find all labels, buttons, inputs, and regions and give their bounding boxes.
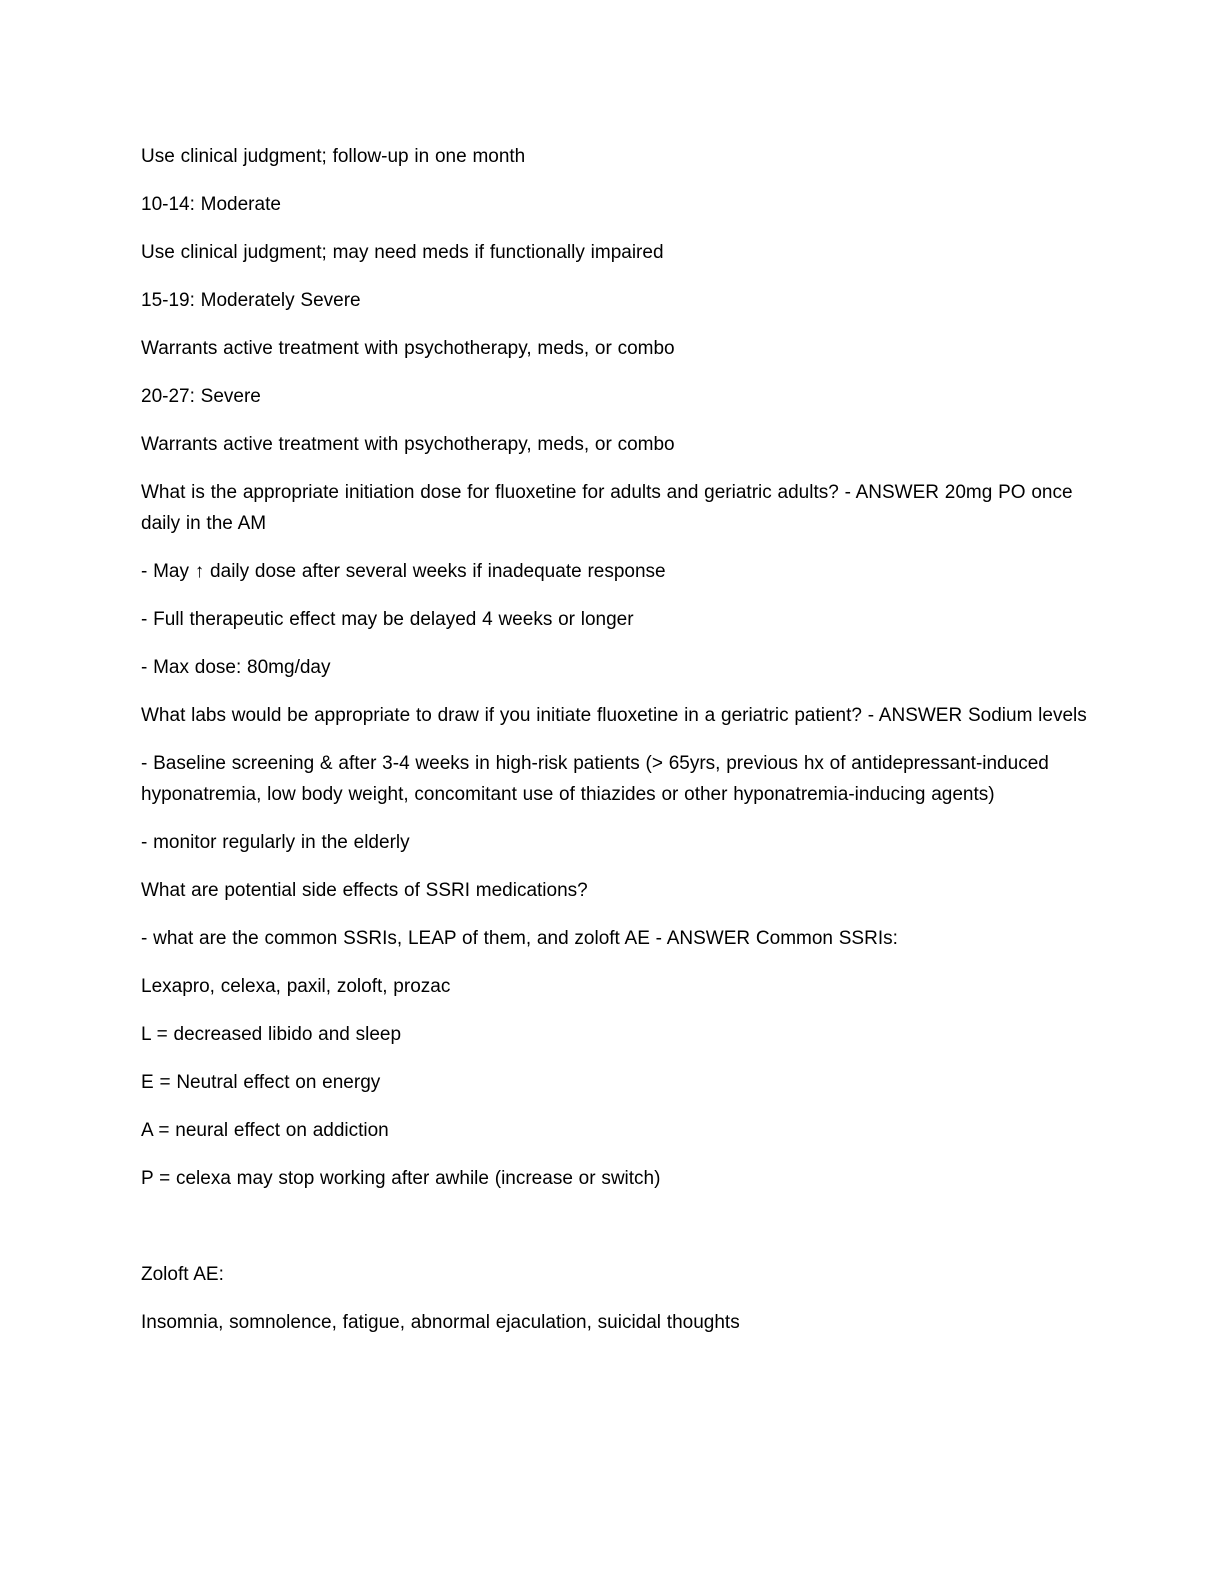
paragraph: - what are the common SSRIs, LEAP of them, and zoloft AE - ANSWER Common SSRIs: (141, 928, 898, 949)
paragraph: - May ↑ daily dose after several weeks if inadequate response (141, 561, 666, 582)
paragraph: What labs would be appropriate to draw if you initiate fluoxetine in a geriatric patient? - ANSWER Sodium levels (141, 705, 1087, 726)
paragraph: E = Neutral effect on energy (141, 1072, 381, 1093)
paragraph: - Full therapeutic effect may be delayed 4 weeks or longer (141, 609, 634, 630)
paragraph: Zoloft AE: (141, 1264, 224, 1285)
paragraph: Insomnia, somnolence, fatigue, abnormal ejaculation, suicidal thoughts (141, 1312, 740, 1333)
paragraph: L = decreased libido and sleep (141, 1024, 402, 1045)
paragraph: 15-19: Moderately Severe (141, 290, 361, 311)
paragraph: Lexapro, celexa, paxil, zoloft, prozac (141, 976, 451, 997)
paragraph: Warrants active treatment with psychotherapy, meds, or combo (141, 338, 675, 359)
document-body (141, 141, 1087, 1355)
paragraph: Use clinical judgment; follow-up in one month (141, 146, 526, 167)
blank-line (141, 1211, 1087, 1242)
paragraph: Warrants active treatment with psychotherapy, meds, or combo (141, 434, 675, 455)
paragraph: Use clinical judgment; may need meds if functionally impaired (141, 242, 664, 263)
paragraph: - Baseline screening & after 3-4 weeks in high-risk patients (> 65yrs, previous hx of antidepressant-induced hyponatremia, low body weight, concomitant use of thiazides or other hyponatremia-inducing agents) (141, 753, 1049, 805)
paragraph: What is the appropriate initiation dose for fluoxetine for adults and geriatric adults? - ANSWER 20mg PO once daily in the AM (141, 482, 1073, 534)
paragraph: A = neural effect on addiction (141, 1120, 389, 1141)
paragraph: - Max dose: 80mg/day (141, 657, 331, 678)
paragraph: 10-14: Moderate (141, 194, 281, 215)
paragraph: 20-27: Severe (141, 386, 261, 407)
paragraph: - monitor regularly in the elderly (141, 832, 410, 853)
paragraph: P = celexa may stop working after awhile (increase or switch) (141, 1168, 661, 1189)
paragraph: What are potential side effects of SSRI medications? (141, 880, 588, 901)
